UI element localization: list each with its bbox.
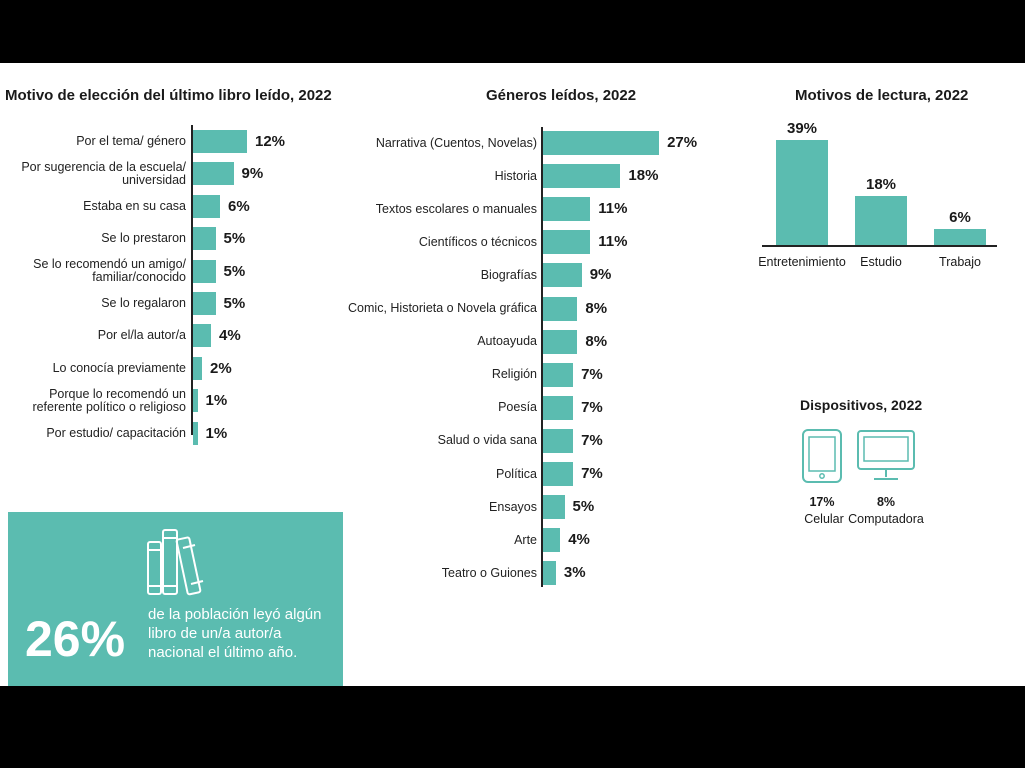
category-label: Política — [496, 466, 537, 481]
bar — [855, 196, 907, 245]
data-label: 39% — [786, 119, 818, 137]
data-label: 8% — [585, 332, 608, 350]
bar — [543, 528, 560, 552]
category-label: Textos escolares o manuales — [375, 201, 537, 216]
chart-title-motivos-lectura: Motivos de lectura, 2022 — [795, 87, 969, 104]
category-label: Religión — [491, 367, 537, 382]
baseline-motivos-lectura — [762, 245, 997, 247]
bar — [193, 130, 247, 153]
category-label: Se lo prestaron — [101, 231, 186, 246]
data-label: 7% — [581, 431, 603, 449]
category-label: Lo conocía previamente — [52, 360, 186, 375]
callout-value: 26% — [25, 611, 126, 667]
devices-title: Dispositivos, 2022 — [800, 397, 923, 413]
category-label: Se lo recomendó un amigo/ familiar/conocido — [33, 257, 186, 285]
bar — [193, 357, 202, 380]
data-label: 18% — [865, 176, 897, 194]
chart-title-generos: Géneros leídos, 2022 — [486, 87, 637, 104]
device-label-computadora: Computadora — [848, 512, 924, 526]
data-label: 11% — [598, 200, 628, 218]
data-label: 1% — [205, 392, 228, 410]
data-label: 5% — [223, 262, 246, 280]
bar — [193, 422, 198, 445]
data-label: 9% — [589, 266, 612, 284]
bar — [543, 495, 565, 519]
bar — [934, 229, 986, 245]
bar — [543, 230, 590, 254]
books-icon — [146, 528, 210, 596]
data-label: 12% — [255, 133, 286, 150]
data-label: 6% — [228, 197, 250, 215]
bar — [193, 324, 211, 347]
bar — [543, 561, 556, 585]
data-label: 5% — [572, 498, 595, 516]
bar — [193, 292, 216, 315]
bar — [193, 162, 234, 185]
bar — [543, 131, 659, 155]
data-label: 3% — [563, 564, 586, 582]
category-label: Biografías — [480, 267, 537, 282]
category-label: Comic, Historieta o Novela gráfica — [348, 301, 537, 315]
callout-text: de la población leyó algún libro de un/a autor/a nacional el último año. — [148, 606, 322, 661]
category-label: Autoayuda — [477, 334, 537, 349]
category-label: Por estudio/ capacitación — [46, 425, 186, 440]
category-label: Trabajo — [939, 255, 981, 269]
monitor-icon — [856, 429, 918, 485]
category-label: Científicos o técnicos — [418, 234, 537, 249]
category-label: Salud o vida sana — [437, 433, 537, 448]
category-label: Estudio — [860, 255, 902, 269]
device-value-computadora: 8% — [876, 495, 896, 509]
category-label: Por sugerencia de la escuela/ universidad — [21, 159, 186, 187]
callout-box — [8, 512, 343, 686]
category-label: Teatro o Guiones — [441, 565, 537, 580]
data-label: 9% — [241, 165, 264, 183]
bar — [543, 297, 577, 321]
data-label: 7% — [581, 465, 603, 482]
device-label-celular: Celular — [804, 512, 844, 526]
bar — [543, 164, 620, 188]
category-label: Por el tema/ género — [76, 134, 186, 148]
bar — [543, 263, 582, 287]
data-label: 5% — [223, 230, 246, 248]
phone-icon — [801, 428, 845, 486]
data-label: 18% — [628, 167, 659, 185]
bar — [543, 197, 590, 221]
data-label: 4% — [568, 531, 590, 549]
chart-title-motivo-eleccion: Motivo de elección del último libro leído, 2022 — [5, 87, 332, 104]
data-label: 2% — [210, 359, 232, 377]
bar — [193, 195, 220, 218]
category-label: Porque lo recomendó un referente político o religioso — [32, 386, 186, 414]
bar — [543, 330, 577, 354]
data-label: 4% — [219, 327, 241, 345]
category-label: Arte — [514, 532, 537, 547]
category-label: Narrativa (Cuentos, Novelas) — [375, 135, 537, 150]
bar — [543, 363, 573, 387]
data-label: 5% — [223, 295, 246, 312]
data-label: 6% — [949, 208, 971, 226]
category-label: Poesía — [498, 400, 537, 415]
category-label: Estaba en su casa — [83, 198, 186, 213]
data-label: 11% — [598, 233, 628, 251]
data-label: 1% — [205, 424, 228, 442]
infographic-panel — [0, 63, 1025, 686]
device-value-celular: 17% — [809, 495, 835, 509]
category-label: Por el/la autor/a — [97, 328, 186, 343]
bar — [776, 140, 828, 245]
category-label: Ensayos — [489, 499, 537, 514]
bar — [193, 260, 216, 283]
data-label: 27% — [667, 134, 698, 151]
bar — [543, 429, 573, 453]
bar — [543, 396, 573, 420]
data-label: 8% — [585, 299, 608, 317]
category-label: Se lo regalaron — [101, 296, 186, 310]
bar — [193, 227, 216, 250]
bar — [193, 389, 198, 412]
bar — [543, 462, 573, 486]
data-label: 7% — [581, 365, 603, 383]
data-label: 7% — [581, 398, 603, 416]
category-label: Historia — [494, 168, 537, 183]
category-label: Entretenimiento — [758, 255, 846, 269]
